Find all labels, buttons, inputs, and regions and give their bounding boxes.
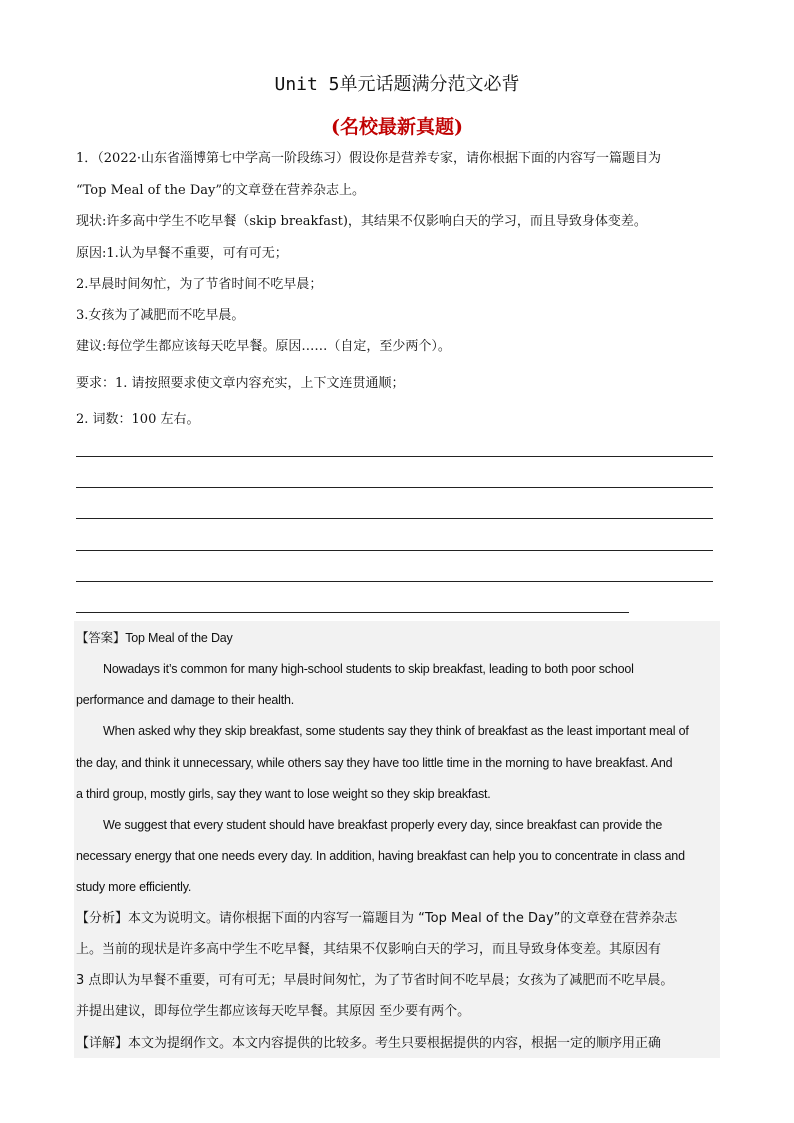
analysis-tag: 【分析】 [76,911,129,926]
requirement-1: 要求：1. 请按照要求使文章内容充实，上下文连贯通顺； [76,376,405,391]
detail-tag: 【详解】 [76,1036,129,1051]
question-line-7: 建议:每位学生都应该每天吃早餐。原因……（自定，至少两个）。 [76,339,451,354]
answer-section [74,621,720,1058]
answer-p1-line-1: Nowadays it’s common for many high-school students to skip breakfast, leading to both poor school [103,662,634,676]
answer-p3-line-1: We suggest that every student should have breakfast properly every day, since breakfast can provide the [103,818,663,832]
analysis-line-2: 上。当前的现状是许多高中学生不吃早餐，其结果不仅影响白天的学习，而且导致身体变差。其原因有 [76,942,662,957]
analysis-line-1 [76,910,677,928]
page-subtitle: (名校最新真题) [331,116,463,138]
answer-title: Top Meal of the Day [125,631,233,645]
question-line-3: 现状:许多高中学生不吃早餐（skip breakfast)，其结果不仅影响白天的学习，而且导致身体变差。 [76,214,647,229]
question-line-4: 原因:1.认为早餐不重要，可有可无； [76,246,288,261]
analysis-line-4: 并提出建议，即每位学生都应该每天吃早餐。其原因 至少要有两个。 [76,1004,471,1019]
question-line-2: “Top Meal of the Day”的文章登在营养杂志上。 [76,183,365,198]
answer-p3-line-2: necessary energy that one needs every day. In addition, having breakfast can help you to concentrate in class and [76,849,685,863]
writing-line[interactable] [76,487,713,488]
answer-tag: 【答案】 [76,630,126,645]
analysis-line-3: 3 点即认为早餐不重要，可有可无；早晨时间匆忙，为了节省时间不吃早晨；女孩为了减肥而不吃早晨。 [76,973,674,988]
answer-heading [76,630,233,646]
answer-p2-line-3: a third group, mostly girls, say they want to lose weight so they skip breakfast. [76,787,491,801]
writing-line[interactable] [76,581,713,582]
page-title: Unit 5单元话题满分范文必背 [274,74,520,95]
question-line-5: 2.早晨时间匆忙，为了节省时间不吃早晨； [76,277,323,292]
answer-p1-line-2: performance and damage to their health. [76,693,295,707]
writing-line[interactable] [76,456,713,457]
answer-p2-line-2: the day, and think it unnecessary, while others say they have too little time in the morning to have breakfast. And [76,756,673,770]
analysis-text: 本文为说明文。请你根据下面的内容写一篇题目为 “Top Meal of the Day”的文章登在营养杂志 [128,911,678,926]
detail-line-1 [76,1035,661,1053]
question-line-1: 1．（2022·山东省淄博第七中学高一阶段练习）假设你是营养专家，请你根据下面的内容写一篇题目为 [76,151,661,166]
answer-p3-line-3: study more efficiently. [76,880,192,894]
detail-text: 本文为提纲作文。本文内容提供的比较多。考生只要根据提供的内容，根据一定的顺序用正确 [128,1036,662,1051]
question-line-6: 3.女孩为了减肥而不吃早晨。 [76,308,245,323]
writing-line[interactable] [76,612,629,613]
answer-p2-line-1: When asked why they skip breakfast, some students say they think of breakfast as the least important meal of [103,724,689,738]
writing-line[interactable] [76,550,713,551]
writing-line[interactable] [76,518,713,519]
requirement-2: 2. 词数：100 左右。 [76,412,200,427]
